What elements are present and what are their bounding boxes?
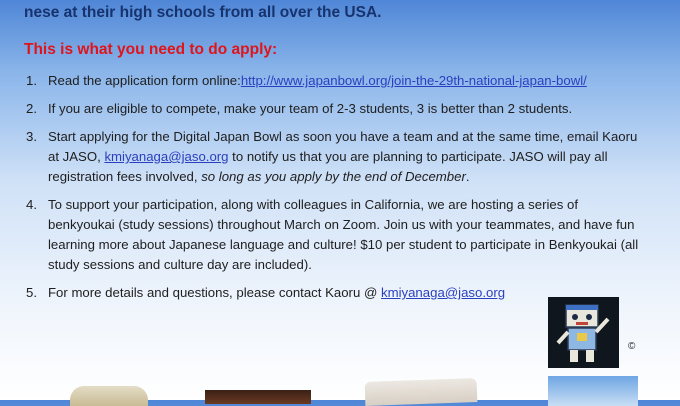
application-form-link[interactable]: http://www.japanbowl.org/join-the-29th-national-japan-bowl/ bbox=[240, 73, 587, 88]
steps-list bbox=[26, 71, 646, 311]
copyright-mark: © bbox=[628, 341, 636, 352]
step-text-end: . bbox=[465, 169, 470, 184]
robot-mascot-icon bbox=[548, 297, 619, 368]
step-1 bbox=[26, 71, 646, 91]
step-number: 5. bbox=[26, 285, 37, 300]
step-number: 2. bbox=[26, 101, 37, 116]
photo-students bbox=[70, 386, 148, 406]
robot-mascot-graphic bbox=[548, 297, 619, 368]
step-3 bbox=[26, 127, 646, 187]
step-text: If you are eligible to compete, make your team of 2-3 students, 3 is better than 2 students. bbox=[48, 101, 573, 116]
step-text: To support your participation, along with colleagues in California, we are hosting a series of benkyoukai (study sessions) throughout March on Zoom. Join us with your teammates, and have fun learning more about Japanese language and culture! $10 per student to participate in Benkyoukai (all study sessions and culture day are included). bbox=[48, 197, 639, 272]
step-2 bbox=[26, 99, 646, 119]
photo-classroom bbox=[365, 378, 478, 406]
intro-line: nese at their high schools from all over the USA. bbox=[24, 4, 382, 21]
contact-email-link[interactable]: kmiyanaga@jaso.org bbox=[381, 285, 506, 300]
step-text: For more details and questions, please contact Kaoru @ bbox=[48, 285, 381, 300]
apply-heading: This is what you need to do apply: bbox=[24, 41, 278, 58]
step-number: 4. bbox=[26, 197, 37, 212]
step-text: Read the application form online: bbox=[48, 73, 241, 88]
step-text: Start applying for the Digital Japan Bowl as soon you have a team and at the same time, email Kaoru at JASO, bbox=[48, 129, 638, 164]
step-number: 1. bbox=[26, 73, 37, 88]
photo-event-stage bbox=[205, 390, 311, 404]
step-text-cont: to notify us that you are planning to participate. JASO will pay all registration fees involved, bbox=[48, 149, 608, 184]
email-link[interactable]: kmiyanaga@jaso.org bbox=[104, 149, 229, 164]
step-4 bbox=[26, 195, 646, 275]
deadline-note: so long as you apply by the end of December bbox=[201, 169, 466, 184]
photo-outdoor bbox=[548, 376, 638, 406]
step-number: 3. bbox=[26, 129, 37, 144]
